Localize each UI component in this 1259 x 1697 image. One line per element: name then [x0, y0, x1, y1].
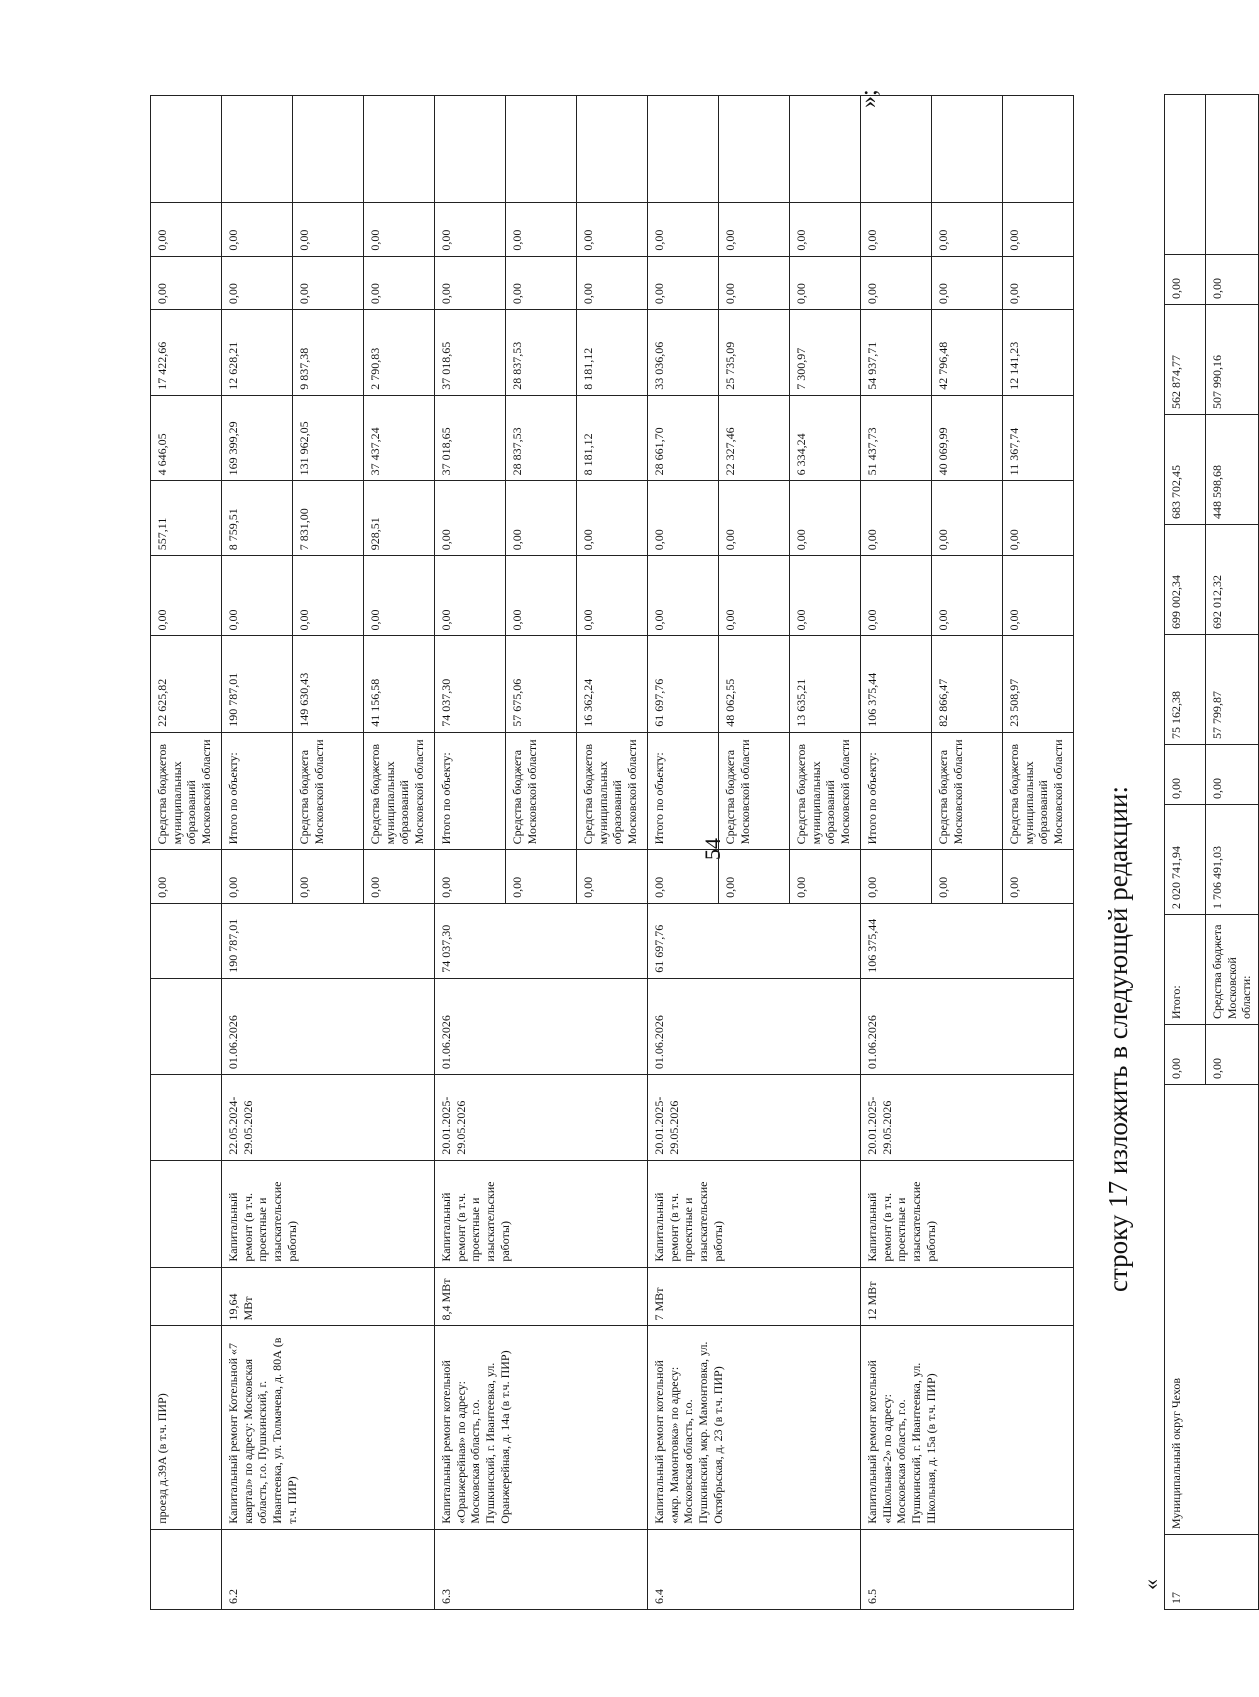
funding-source-cell: Средства бюджетов муниципальных образований Московской области [790, 732, 861, 850]
work-type-cell: Капитальный ремонт (в т.ч. проектные и изыскательские работы) [648, 1160, 861, 1267]
row-number-cell: 6.3 [435, 1529, 648, 1609]
year-value-cell: 0,00 [435, 556, 506, 636]
total-cell: 57 675,06 [506, 636, 577, 732]
year-value-cell: 0,00 [435, 481, 506, 556]
paid-cell: 0,00 [293, 850, 364, 903]
power-cell: 7 МВт [648, 1267, 861, 1326]
funding-source-cell: Итого по объекту: [861, 732, 932, 850]
year-value-cell: 0,00 [577, 556, 648, 636]
year-value-cell: 0,00 [435, 256, 506, 309]
closing-quote: »; [856, 89, 882, 108]
paid-cell: 0,00 [222, 850, 293, 903]
work-type-cell: Капитальный ремонт (в т.ч. проектные и изыскательские работы) [435, 1160, 648, 1267]
year-value-cell: 0,00 [790, 256, 861, 309]
total-cell: 48 062,55 [719, 636, 790, 732]
year-value-cell: 448 598,68 [1206, 415, 1259, 525]
funding-source-cell: Средства бюджетов муниципальных образований Московской области [1003, 732, 1074, 850]
table-row [222, 96, 293, 1610]
year-value-cell: 28 837,53 [506, 310, 577, 396]
paid-cell: 0,00 [861, 850, 932, 903]
power-cell: 8,4 МВт [435, 1267, 648, 1326]
value-cell: 0,00 [1165, 745, 1206, 805]
year-value-cell: 7 831,00 [293, 481, 364, 556]
paid-cell: 0,00 [790, 850, 861, 903]
total-cell: 1 706 491,03 [1206, 805, 1259, 915]
year-value-cell: 0,00 [435, 203, 506, 256]
total-cell: 41 156,58 [364, 636, 435, 732]
year-value-cell: 0,00 [293, 256, 364, 309]
year-value-cell: 2 790,83 [364, 310, 435, 396]
year-value-cell: 0,00 [719, 481, 790, 556]
total-cell: 190 787,01 [222, 636, 293, 732]
total-cell: 61 697,76 [648, 636, 719, 732]
year-value-cell: 0,00 [932, 256, 1003, 309]
funding-source-cell: Средства бюджета Московской области [719, 732, 790, 850]
year-value-cell: 28 837,53 [506, 395, 577, 481]
extra-cell [790, 96, 861, 203]
year-value-cell: 0,00 [222, 203, 293, 256]
year-value-cell: 9 837,38 [293, 310, 364, 396]
row-number-cell: 17 [1165, 1535, 1259, 1610]
year-value-cell: 22 327,46 [719, 395, 790, 481]
year-value-cell: 0,00 [861, 203, 932, 256]
total-cell: 23 508,97 [1003, 636, 1074, 732]
table-row [435, 96, 506, 1610]
total-cell: 22 625,82 [151, 636, 222, 732]
extra-cell [719, 96, 790, 203]
paid-cell: 0,00 [151, 850, 222, 903]
year-value-cell: 0,00 [222, 256, 293, 309]
total-cell: 13 635,21 [790, 636, 861, 732]
year-value-cell: 683 702,45 [1165, 415, 1206, 525]
extra-cell [151, 96, 222, 203]
extra-cell [861, 96, 932, 203]
year-value-cell: 12 628,21 [222, 310, 293, 396]
extra-cell [1003, 96, 1074, 203]
cost-cell: 190 787,01 [222, 903, 435, 978]
total-cell: 82 866,47 [932, 636, 1003, 732]
year-value-cell: 0,00 [293, 203, 364, 256]
completion-date-cell: 01.06.2026 [648, 978, 861, 1074]
funding-source-cell: Средства бюджета Московской области: [1206, 915, 1259, 1025]
period-cell: 20.01.2025-29.05.2026 [435, 1075, 648, 1161]
year-value-cell: 0,00 [861, 256, 932, 309]
funding-source-cell: Итого по объекту: [648, 732, 719, 850]
work-type-cell [151, 1160, 222, 1267]
objects-table [150, 95, 1074, 1610]
year-value-cell: 42 796,48 [932, 310, 1003, 396]
value-cell: 0,00 [1206, 745, 1259, 805]
value-cell: 0,00 [1206, 1025, 1259, 1085]
paid-cell: 0,00 [932, 850, 1003, 903]
object-name-cell: Капитальный ремонт котельной «Оранжерейная» по адресу: Московская область, г.о. Пушкинский, г. Ивантеевка, ул. Оранжерейная, д. 14а (в т.ч. ПИР) [435, 1326, 648, 1529]
extra-cell [506, 96, 577, 203]
year-value-cell: 0,00 [790, 481, 861, 556]
rotated-content [150, 95, 1259, 1610]
power-cell [151, 1267, 222, 1326]
year-value-cell: 692 012,32 [1206, 525, 1259, 635]
year-value-cell: 0,00 [364, 556, 435, 636]
year-value-cell: 0,00 [506, 556, 577, 636]
paid-cell: 0,00 [719, 850, 790, 903]
year-value-cell: 37 018,65 [435, 395, 506, 481]
row17-table [1164, 94, 1259, 1610]
funding-source-cell: Средства бюджета Московской области [293, 732, 364, 850]
work-type-cell: Капитальный ремонт (в т.ч. проектные и изыскательские работы) [861, 1160, 1074, 1267]
year-value-cell: 928,51 [364, 481, 435, 556]
year-value-cell: 0,00 [648, 256, 719, 309]
year-value-cell: 699 002,34 [1165, 525, 1206, 635]
year-value-cell: 0,00 [293, 556, 364, 636]
funding-source-cell: Средства бюджетов муниципальных образований Московской области [151, 732, 222, 850]
paid-cell: 0,00 [506, 850, 577, 903]
year-value-cell: 0,00 [719, 256, 790, 309]
cost-cell: 106 375,44 [861, 903, 1074, 978]
year-value-cell: 8 759,51 [222, 481, 293, 556]
year-value-cell: 8 181,12 [577, 310, 648, 396]
extra-cell [293, 96, 364, 203]
year-value-cell: 0,00 [151, 556, 222, 636]
year-value-cell: 507 990,16 [1206, 305, 1259, 415]
extra-cell [435, 96, 506, 203]
year-value-cell: 57 799,87 [1206, 635, 1259, 745]
year-value-cell: 0,00 [790, 203, 861, 256]
value-cell: 0,00 [1165, 1025, 1206, 1085]
year-value-cell: 169 399,29 [222, 395, 293, 481]
year-value-cell: 0,00 [364, 256, 435, 309]
power-cell: 19,64 МВт [222, 1267, 435, 1326]
year-value-cell: 6 334,24 [790, 395, 861, 481]
year-value-cell: 557,11 [151, 481, 222, 556]
year-value-cell: 8 181,12 [577, 395, 648, 481]
total-cell: 149 630,43 [293, 636, 364, 732]
year-value-cell: 51 437,73 [861, 395, 932, 481]
year-value-cell: 12 141,23 [1003, 310, 1074, 396]
year-value-cell: 11 367,74 [1003, 395, 1074, 481]
funding-source-cell: Итого по объекту: [222, 732, 293, 850]
year-value-cell: 54 937,71 [861, 310, 932, 396]
completion-date-cell: 01.06.2026 [222, 978, 435, 1074]
year-value-cell: 0,00 [151, 256, 222, 309]
year-value-cell: 75 162,38 [1165, 635, 1206, 745]
total-cell: 74 037,30 [435, 636, 506, 732]
row-number-cell: 6.5 [861, 1529, 1074, 1609]
funding-source-cell: Средства бюджета Московской области [506, 732, 577, 850]
page-number: 54 [700, 838, 725, 860]
year-value-cell: 17 422,66 [151, 310, 222, 396]
object-name-cell: Капитальный ремонт котельной «мкр. Мамонтовка» по адресу: Московская область, г.о. Пушкинский, мкр. Мамонтовка, ул. Октябрьская, д. 23 (в т.ч. ПИР) [648, 1326, 861, 1529]
year-value-cell: 0,00 [861, 481, 932, 556]
extra-cell [364, 96, 435, 203]
year-value-cell: 7 300,97 [790, 310, 861, 396]
extra-cell [648, 96, 719, 203]
total-cell: 106 375,44 [861, 636, 932, 732]
funding-source-cell: Средства бюджетов муниципальных образований Московской области [364, 732, 435, 850]
year-value-cell: 0,00 [577, 256, 648, 309]
period-cell [151, 1075, 222, 1161]
year-value-cell: 40 069,99 [932, 395, 1003, 481]
year-value-cell: 0,00 [222, 556, 293, 636]
year-value-cell: 0,00 [719, 203, 790, 256]
period-cell: 22.05.2024-29.05.2026 [222, 1075, 435, 1161]
year-value-cell: 0,00 [861, 556, 932, 636]
paid-cell: 0,00 [648, 850, 719, 903]
year-value-cell: 0,00 [648, 481, 719, 556]
cost-cell: 74 037,30 [435, 903, 648, 978]
year-value-cell: 0,00 [648, 203, 719, 256]
paid-cell: 0,00 [1003, 850, 1074, 903]
year-value-cell: 0,00 [506, 481, 577, 556]
year-value-cell: 0,00 [648, 556, 719, 636]
year-value-cell: 0,00 [506, 203, 577, 256]
table-row [151, 96, 222, 1610]
empty-cell [1165, 95, 1206, 255]
funding-source-cell: Средства бюджетов муниципальных образований Московской области [577, 732, 648, 850]
year-value-cell: 0,00 [1165, 255, 1206, 305]
paid-cell: 0,00 [364, 850, 435, 903]
year-value-cell: 37 437,24 [364, 395, 435, 481]
year-value-cell: 0,00 [1003, 556, 1074, 636]
row-number-cell: 6.2 [222, 1529, 435, 1609]
year-value-cell: 0,00 [1003, 203, 1074, 256]
period-cell: 20.01.2025-29.05.2026 [861, 1075, 1074, 1161]
completion-date-cell [151, 978, 222, 1074]
year-value-cell: 0,00 [577, 481, 648, 556]
row-number-cell: 6.4 [648, 1529, 861, 1609]
year-value-cell: 131 962,05 [293, 395, 364, 481]
funding-source-cell: Средства бюджета Московской области [932, 732, 1003, 850]
paid-cell: 0,00 [435, 850, 506, 903]
year-value-cell: 4 646,05 [151, 395, 222, 481]
object-name-cell: Капитальный ремонт котельной «Школьная-2» по адресу: Московская область, г.о. Пушкинский, г. Ивантеевка, ул. Школьная, д. 15а (в т.ч. ПИР) [861, 1326, 1074, 1529]
extra-cell [932, 96, 1003, 203]
year-value-cell: 0,00 [719, 556, 790, 636]
year-value-cell: 25 735,09 [719, 310, 790, 396]
row-number-cell [151, 1529, 222, 1609]
total-cell: 16 362,24 [577, 636, 648, 732]
municipality-cell: Муниципальный округ Чехов [1165, 1085, 1259, 1535]
year-value-cell: 0,00 [364, 203, 435, 256]
year-value-cell: 0,00 [151, 203, 222, 256]
completion-date-cell: 01.06.2026 [861, 978, 1074, 1074]
year-value-cell: 0,00 [932, 556, 1003, 636]
year-value-cell: 0,00 [1206, 255, 1259, 305]
year-value-cell: 28 661,70 [648, 395, 719, 481]
funding-source-cell: Итого: [1165, 915, 1206, 1025]
cost-cell: 61 697,76 [648, 903, 861, 978]
year-value-cell: 0,00 [790, 556, 861, 636]
table-row [648, 96, 719, 1610]
object-name-cell: проезд д.39А (в т.ч. ПИР) [151, 1326, 222, 1529]
year-value-cell: 0,00 [1003, 481, 1074, 556]
funding-source-cell: Итого по объекту: [435, 732, 506, 850]
year-value-cell: 562 874,77 [1165, 305, 1206, 415]
table-row [1165, 95, 1206, 1610]
empty-cell [1206, 95, 1259, 255]
extra-cell [222, 96, 293, 203]
completion-date-cell: 01.06.2026 [435, 978, 648, 1074]
period-cell: 20.01.2025-29.05.2026 [648, 1075, 861, 1161]
total-cell: 2 020 741,94 [1165, 805, 1206, 915]
year-value-cell: 0,00 [506, 256, 577, 309]
year-value-cell: 0,00 [932, 481, 1003, 556]
year-value-cell: 0,00 [932, 203, 1003, 256]
year-value-cell: 37 018,65 [435, 310, 506, 396]
extra-cell [577, 96, 648, 203]
caption-text: строку 17 изложить в следующей редакции: [1103, 785, 1133, 1292]
paid-cell: 0,00 [577, 850, 648, 903]
year-value-cell: 33 036,06 [648, 310, 719, 396]
year-value-cell: 0,00 [577, 203, 648, 256]
cost-cell [151, 903, 222, 978]
power-cell: 12 МВт [861, 1267, 1074, 1326]
table-row [861, 96, 932, 1610]
opening-quote: « [1138, 1579, 1163, 1590]
year-value-cell: 0,00 [1003, 256, 1074, 309]
object-name-cell: Капитальный ремонт Котельной «7 квартал» по адресу: Московская область, г.о. Пушкинский, г. Ивантеевка, ул. Толмачева, д. 80А (в т.ч. ПИР) [222, 1326, 435, 1529]
work-type-cell: Капитальный ремонт (в т.ч. проектные и изыскательские работы) [222, 1160, 435, 1267]
